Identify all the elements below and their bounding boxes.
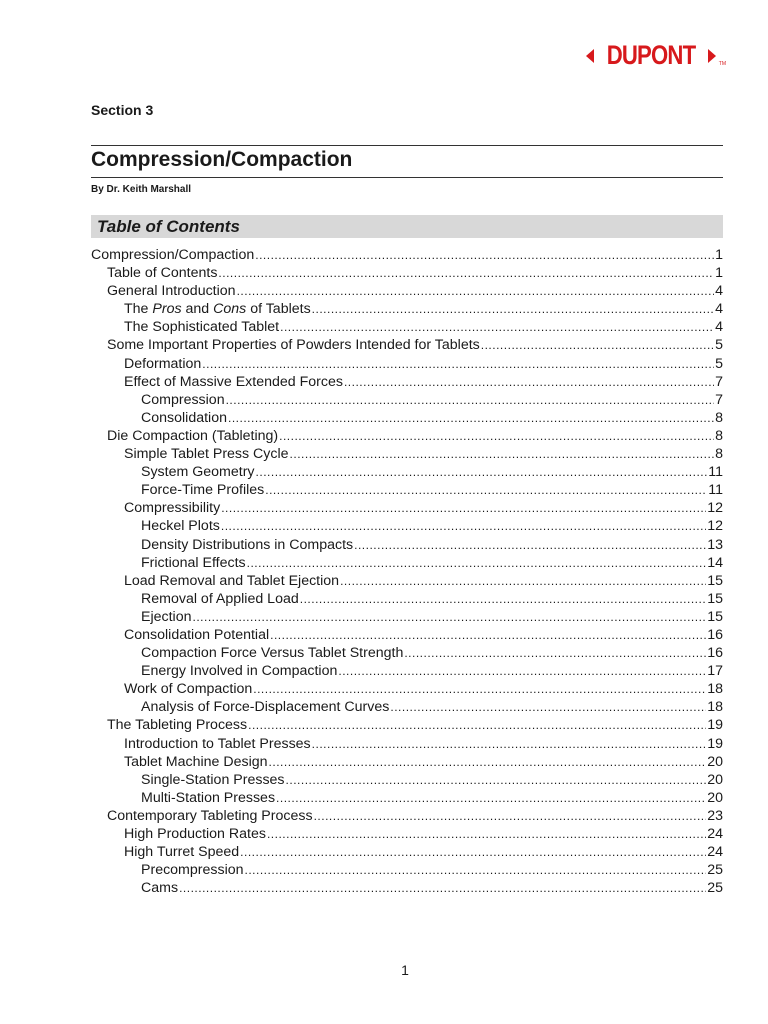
toc-dot-leader — [237, 282, 715, 300]
toc-entry-page: 15 — [707, 608, 723, 625]
toc-entry[interactable] — [91, 662, 723, 680]
toc-entry-page: 1 — [715, 265, 723, 282]
toc-entry[interactable] — [91, 391, 723, 409]
toc-dot-leader — [255, 246, 714, 264]
toc-entry-title: Deformation — [124, 355, 202, 372]
toc-entry-page: 7 — [715, 373, 723, 390]
toc-entry[interactable] — [91, 373, 723, 391]
logo-wordmark: DUPONT — [606, 40, 696, 70]
toc-entry-page: 8 — [715, 409, 723, 426]
toc-entry-page: 17 — [707, 663, 723, 680]
toc-dot-leader — [344, 373, 714, 391]
toc-dot-leader — [312, 735, 707, 753]
toc-dot-leader — [267, 825, 706, 843]
toc-entry-page: 11 — [708, 482, 723, 499]
toc-entry-title: Energy Involved in Compaction — [141, 663, 338, 680]
toc-entry-title: Compression — [141, 391, 225, 408]
toc-entry[interactable] — [91, 536, 723, 554]
toc-entry[interactable] — [91, 771, 723, 789]
toc-entry[interactable] — [91, 481, 723, 499]
toc-entry-page: 14 — [707, 554, 723, 571]
toc-dot-leader — [226, 391, 715, 409]
toc-entry-title-italic: Cons — [213, 301, 247, 318]
toc-entry-title: Tablet Machine Design — [124, 753, 268, 770]
toc-entry-title: Effect of Massive Extended Forces — [124, 373, 343, 390]
toc-dot-leader — [269, 753, 707, 771]
toc-entry-title: General Introduction — [107, 283, 236, 300]
toc-dot-leader — [240, 843, 706, 861]
toc-entry-page: 5 — [715, 355, 723, 372]
toc-entry-title: System Geometry — [141, 464, 255, 481]
toc-dot-leader — [179, 879, 706, 897]
toc-entry[interactable] — [91, 409, 723, 427]
toc-entry-page: 5 — [715, 337, 723, 354]
toc-entry-title: Table of Contents — [107, 265, 218, 282]
toc-entry-title: Density Distributions in Compacts — [141, 536, 354, 553]
toc-entry-page: 8 — [715, 446, 723, 463]
toc-entry[interactable] — [91, 463, 723, 481]
toc-entry-title: Compaction Force Versus Tablet Strength — [141, 645, 404, 662]
toc-entry[interactable] — [91, 807, 723, 825]
logo-right-chevron-icon — [708, 49, 716, 63]
toc-entry-title: High Turret Speed — [124, 844, 240, 861]
toc-entry-title: The Sophisticated Tablet — [124, 319, 280, 336]
toc-entry-page: 18 — [707, 699, 723, 716]
toc-entry-title-part: and — [181, 301, 214, 318]
toc-entry-page: 24 — [707, 844, 723, 861]
toc-entry[interactable] — [91, 517, 723, 535]
toc-dot-leader — [202, 355, 714, 373]
toc-entry[interactable] — [91, 246, 723, 264]
toc-entry[interactable] — [91, 499, 723, 517]
toc-entry[interactable] — [91, 861, 723, 879]
toc-entry-page: 15 — [707, 572, 723, 589]
toc-entry-page: 12 — [707, 518, 723, 535]
toc-entry-title: Removal of Applied Load — [141, 590, 299, 607]
toc-entry-title: Consolidation — [141, 409, 227, 426]
toc-entry[interactable] — [91, 355, 723, 373]
toc-dot-leader — [247, 554, 707, 572]
toc-entry-title: Simple Tablet Press Cycle — [124, 446, 289, 463]
toc-entry[interactable] — [91, 300, 723, 318]
toc-dot-leader — [248, 716, 706, 734]
toc-dot-leader — [245, 861, 707, 879]
toc-entry-page: 16 — [707, 626, 723, 643]
toc-entry[interactable] — [91, 318, 723, 336]
toc-dot-leader — [265, 481, 707, 499]
toc-entry-title: Heckel Plots — [141, 518, 220, 535]
toc-entry-title: Frictional Effects — [141, 554, 246, 571]
toc-entry-title: Die Compaction (Tableting) — [107, 427, 279, 444]
toc-entry[interactable] — [91, 698, 723, 716]
toc-entry-page: 11 — [708, 464, 723, 481]
toc-entry-page: 25 — [707, 880, 723, 897]
toc-entry[interactable] — [91, 680, 723, 698]
toc-entry-page: 4 — [715, 319, 723, 336]
toc-entry[interactable] — [91, 753, 723, 771]
toc-dot-leader — [404, 644, 706, 662]
toc-entry-page: 15 — [707, 590, 723, 607]
toc-entry-title — [124, 300, 311, 318]
toc-dot-leader — [192, 608, 706, 626]
toc-entry-title-italic: Pros — [152, 301, 182, 318]
toc-entry-page: 20 — [707, 789, 723, 806]
toc-entry-title-part: of Tablets — [246, 301, 311, 318]
toc-dot-leader — [340, 572, 706, 590]
toc-entry[interactable] — [91, 716, 723, 734]
toc-entry-page: 4 — [715, 283, 723, 300]
toc-dot-leader — [290, 445, 715, 463]
toc-entry[interactable] — [91, 572, 723, 590]
toc-heading-bar — [91, 215, 723, 238]
toc-dot-leader — [218, 264, 714, 282]
toc-dot-leader — [221, 499, 706, 517]
toc-entry-title: Introduction to Tablet Presses — [124, 735, 311, 752]
toc-entry-page: 20 — [707, 771, 723, 788]
toc-entry-title: The Tableting Process — [107, 717, 248, 734]
toc-entry[interactable] — [91, 282, 723, 300]
toc-entry-title: Load Removal and Tablet Ejection — [124, 572, 340, 589]
toc-entry-page: 19 — [707, 735, 723, 752]
toc-entry-page: 19 — [707, 717, 723, 734]
toc-entry[interactable] — [91, 590, 723, 608]
toc-entry-page: 12 — [707, 500, 723, 517]
title-top-rule — [91, 145, 723, 146]
toc-entry[interactable] — [91, 445, 723, 463]
toc-entry-title: Precompression — [141, 862, 244, 879]
toc-entry-title: High Production Rates — [124, 826, 266, 842]
toc-entry-page: 8 — [715, 427, 723, 444]
toc-entry-title: Some Important Properties of Powders Intended for Tablets — [107, 337, 480, 354]
toc-entry[interactable] — [91, 264, 723, 282]
toc-entry-page: 4 — [715, 301, 723, 318]
toc-entry-title: Single-Station Presses — [141, 771, 285, 788]
toc-dot-leader — [279, 427, 714, 445]
toc-dot-leader — [300, 590, 706, 608]
toc-dot-leader — [280, 318, 714, 336]
toc-dot-leader — [390, 698, 706, 716]
toc-dot-leader — [286, 771, 707, 789]
toc-entry-page: 7 — [715, 391, 723, 408]
toc-dot-leader — [228, 409, 714, 427]
page-title: Compression/Compaction — [91, 148, 353, 171]
toc-entry-page: 20 — [707, 753, 723, 770]
page-number: 1 — [401, 962, 409, 978]
toc-entry-title: Work of Compaction — [124, 681, 253, 698]
toc-entry-title: Force-Time Profiles — [141, 482, 265, 499]
toc-dot-leader — [338, 662, 706, 680]
toc-entry-page: 16 — [707, 645, 723, 662]
toc-dot-leader — [221, 517, 706, 535]
toc-entry[interactable] — [91, 879, 723, 897]
logo-left-chevron-icon — [586, 49, 594, 63]
toc-entry-page: 18 — [707, 681, 723, 698]
toc-entry-title: Contemporary Tableting Process — [107, 807, 313, 824]
section-label: Section 3 — [91, 102, 154, 118]
toc-entry-title-part: The — [124, 301, 153, 318]
toc-dot-leader — [270, 626, 706, 644]
toc-entry-page: 24 — [707, 826, 723, 842]
title-bottom-rule — [91, 177, 723, 178]
toc-heading: Table of Contents — [97, 217, 240, 236]
author-byline: By Dr. Keith Marshall — [91, 184, 192, 195]
toc-entry-title: Ejection — [141, 608, 192, 625]
table-of-contents — [91, 246, 723, 897]
toc-dot-leader — [276, 789, 706, 807]
toc-entry[interactable] — [91, 735, 723, 753]
toc-entry-title: Multi-Station Presses — [141, 789, 276, 806]
toc-entry[interactable] — [91, 789, 723, 807]
toc-entry-title: Cams — [141, 880, 179, 897]
toc-entry[interactable] — [91, 427, 723, 445]
toc-entry-page: 23 — [707, 807, 723, 824]
logo-trademark: TM — [718, 61, 726, 67]
toc-entry-title: Compression/Compaction — [91, 247, 255, 263]
toc-entry-page: 1 — [715, 247, 723, 263]
toc-entry[interactable] — [91, 554, 723, 572]
toc-dot-leader — [354, 536, 706, 554]
toc-dot-leader — [256, 463, 708, 481]
toc-entry[interactable] — [91, 336, 723, 354]
toc-entry[interactable] — [91, 626, 723, 644]
toc-entry[interactable] — [91, 843, 723, 861]
toc-entry-title: Compressibility — [124, 500, 221, 517]
dupont-logo — [586, 42, 726, 69]
toc-entry-page: 25 — [707, 862, 723, 879]
toc-dot-leader — [314, 807, 707, 825]
toc-entry-page: 13 — [707, 536, 723, 553]
toc-entry[interactable] — [91, 608, 723, 626]
toc-entry-title: Consolidation Potential — [124, 626, 270, 643]
toc-dot-leader — [253, 680, 706, 698]
toc-entry-title: Analysis of Force-Displacement Curves — [141, 699, 390, 716]
toc-entry[interactable] — [91, 644, 723, 662]
toc-dot-leader — [481, 336, 714, 354]
toc-entry[interactable] — [91, 825, 723, 843]
toc-dot-leader — [312, 300, 714, 318]
